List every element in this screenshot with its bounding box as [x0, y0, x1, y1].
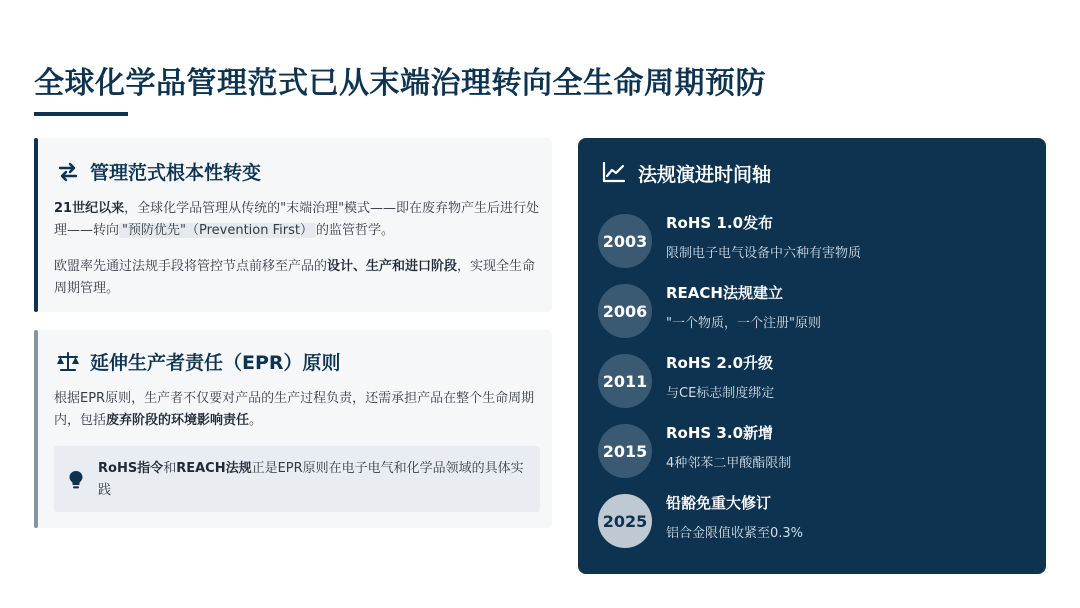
paragraph [54, 198, 544, 242]
line-chart-icon [602, 161, 626, 187]
text: 和 [163, 461, 177, 476]
text: ，全球化学品管理从传统的"末端治理"模式——即在废弃物产生后进行处理——转向 [54, 201, 540, 238]
balance-scale-icon [56, 350, 80, 374]
paragraph [54, 388, 544, 432]
timeline-event: 铅豁免重大修订 [666, 494, 772, 512]
timeline-event: RoHS 3.0新增 [666, 424, 774, 442]
text: 正是EPR原则在电子电气和化学品领域的具体实践 [98, 461, 524, 498]
card-accent-border [34, 138, 38, 312]
timeline-event: RoHS 2.0升级 [666, 354, 774, 372]
timeline-event: RoHS 1.0发布 [666, 214, 774, 232]
year-badge: 2006 [598, 284, 652, 338]
bold-text: REACH法规 [176, 461, 252, 476]
text: 。 [249, 413, 263, 428]
title-underline [34, 112, 128, 116]
timeline-desc: "一个物质，一个注册"原则 [666, 316, 821, 331]
timeline-desc: 4种邻苯二甲酸酯限制 [666, 456, 792, 471]
card-title: 延伸生产者责任（EPR）原则 [90, 352, 341, 374]
timeline-desc: 铝合金限值收紧至0.3% [666, 526, 804, 541]
text: 欧盟率先通过法规手段将管控节点前移至产品的 [54, 259, 328, 274]
card-accent-border [34, 330, 38, 528]
epr-principle-card [34, 330, 552, 528]
timeline-desc: 与CE标志制度绑定 [666, 386, 775, 401]
year-badge: 2015 [598, 424, 652, 478]
paradigm-shift-card [34, 138, 552, 312]
page-title: 全球化学品管理范式已从末端治理转向全生命周期预防 [34, 66, 766, 101]
year-badge: 2025 [598, 494, 652, 548]
timeline-item [598, 354, 1028, 416]
year-badge: 2003 [598, 214, 652, 268]
bold-text: 21世纪以来 [54, 201, 125, 216]
timeline-panel [578, 138, 1046, 574]
text: ，实现全生命周期管理。 [54, 259, 536, 296]
bold-text: 设计、生产和进口阶段 [327, 259, 458, 274]
bold-text: 废弃阶段的环境影响责任 [106, 413, 250, 428]
timeline-event: REACH法规建立 [666, 284, 783, 302]
timeline-title: 法规演进时间轴 [638, 164, 772, 186]
text: 的监管哲学。 [315, 223, 394, 238]
card-header [56, 158, 261, 185]
lightbulb-icon [68, 470, 84, 490]
bold-text: RoHS指令 [98, 461, 164, 476]
timeline-item [598, 424, 1028, 486]
timeline-item [598, 494, 1028, 556]
timeline-header [602, 160, 771, 187]
card-title: 管理范式根本性转变 [90, 162, 262, 184]
paragraph [54, 256, 544, 300]
highlight-quote: "预防优先"（Prevention First） [119, 223, 316, 238]
tip-box [54, 446, 540, 512]
timeline-item [598, 214, 1028, 276]
swap-arrows-icon [56, 160, 80, 184]
year-badge: 2011 [598, 354, 652, 408]
timeline-desc: 限制电子电气设备中六种有害物质 [666, 246, 862, 261]
card-header [56, 348, 341, 375]
tip-text [98, 458, 530, 502]
timeline-item [598, 284, 1028, 346]
text: 根据EPR原则，生产者不仅要对产品的生产过程负责，还需承担产品在整个生命周期内，包括 [54, 391, 535, 428]
